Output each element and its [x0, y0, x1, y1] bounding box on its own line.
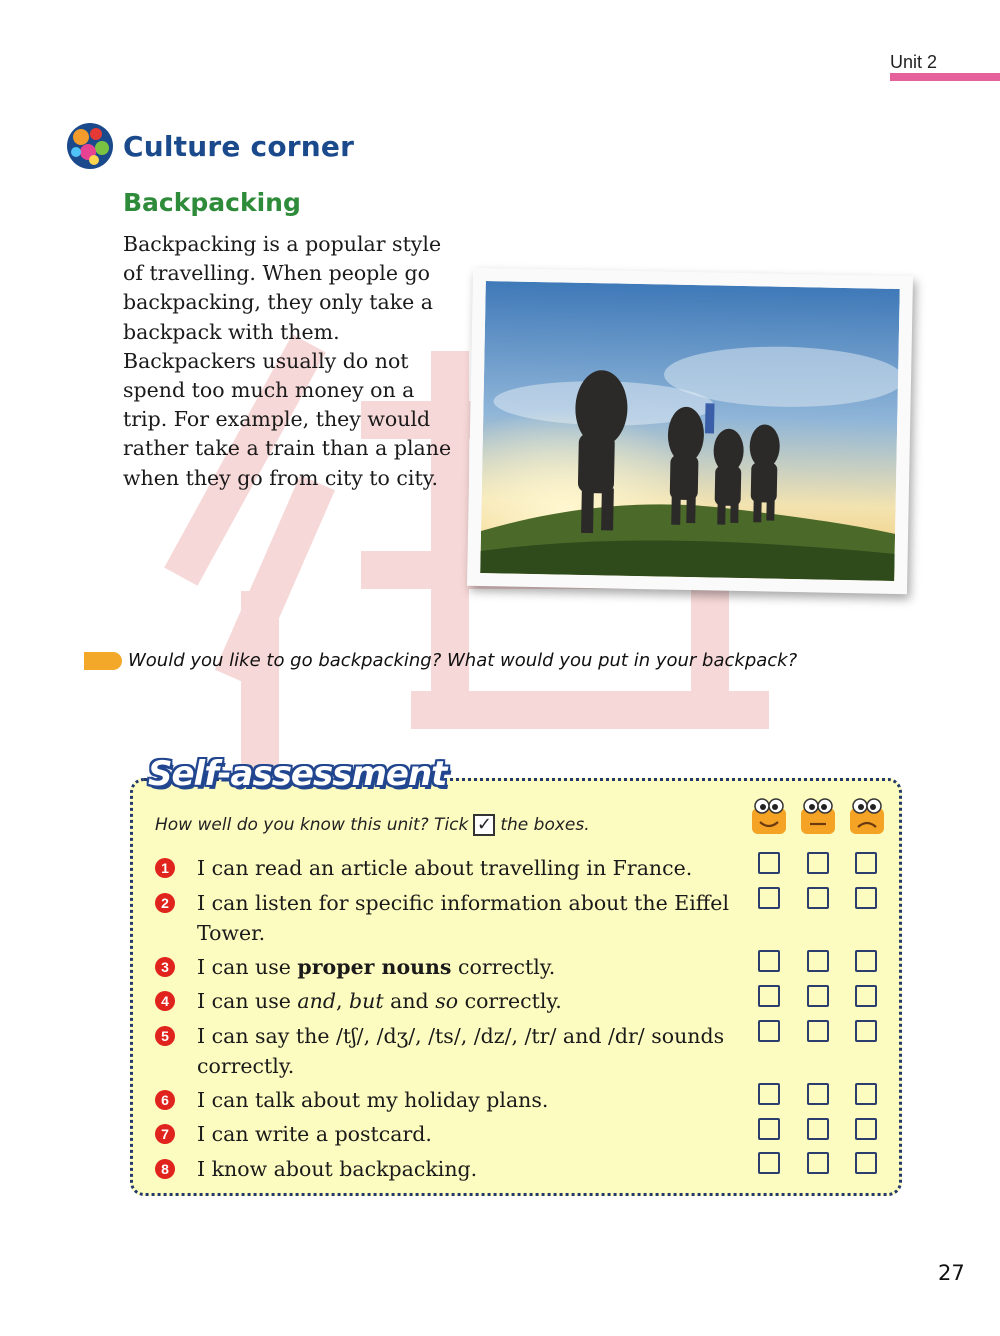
checkbox-item1-ok[interactable] [807, 852, 829, 874]
checkbox-item2-poor[interactable] [855, 887, 877, 909]
item-number: 8 [155, 1159, 175, 1179]
checkbox-item5-good[interactable] [758, 1020, 780, 1042]
checkbox-item7-poor[interactable] [855, 1118, 877, 1140]
self-assessment-title: Self-assessment [148, 754, 447, 794]
tick-example-icon: ✓ [473, 814, 495, 836]
checkbox-item4-poor[interactable] [855, 985, 877, 1007]
checkbox-item4-good[interactable] [758, 985, 780, 1007]
item-text: I can read an article about travelling in France. [197, 856, 693, 880]
checkbox-item3-poor[interactable] [855, 950, 877, 972]
page-number: 27 [938, 1261, 965, 1285]
article-body: Backpacking is a popular style of travelling. When people go backpacking, they only take a backpack with them. Backpackers usually do not spend too much money on a trip. For example, they would rather take a train than a plane when they go from city to city. [123, 232, 452, 490]
item-text-post: correctly. [458, 989, 562, 1013]
item-text-sep2: and [383, 989, 436, 1013]
section-title: Culture corner [123, 130, 355, 163]
item-text-but: but [349, 989, 384, 1013]
checkbox-item5-ok[interactable] [807, 1020, 829, 1042]
item-number: 6 [155, 1090, 175, 1110]
neutral-face-icon [799, 796, 837, 836]
item-number: 4 [155, 991, 175, 1011]
item-text-sep1: , [335, 989, 350, 1013]
item-number: 7 [155, 1124, 175, 1144]
checkbox-item8-poor[interactable] [855, 1152, 877, 1174]
self-assessment-instruction [155, 814, 590, 836]
checkbox-item7-good[interactable] [758, 1118, 780, 1140]
checkbox-item7-ok[interactable] [807, 1118, 829, 1140]
checkbox-item8-ok[interactable] [807, 1152, 829, 1174]
backpackers-photo [480, 281, 900, 581]
item-text-pre: I can use [197, 955, 298, 979]
item-text: I can talk about my holiday plans. [197, 1088, 549, 1112]
checkbox-item4-ok[interactable] [807, 985, 829, 1007]
instruction-text-before: How well do you know this unit? Tick [155, 815, 469, 835]
checkbox-item3-ok[interactable] [807, 950, 829, 972]
item-text: I can say the /tʃ/, /dʒ/, /ts/, /dz/, /tr/ and /dr/ sounds correctly. [197, 1024, 725, 1078]
checkbox-item6-good[interactable] [758, 1083, 780, 1105]
item-text [197, 952, 742, 982]
item-number: 3 [155, 957, 175, 977]
checkbox-item2-good[interactable] [758, 887, 780, 909]
unit-label: Unit 2 [890, 52, 938, 72]
culture-globe-icon [64, 122, 116, 170]
checkbox-item2-ok[interactable] [807, 887, 829, 909]
item-text [197, 986, 742, 1016]
checkbox-item8-good[interactable] [758, 1152, 780, 1174]
article-title: Backpacking [123, 188, 301, 217]
checkbox-item1-good[interactable] [758, 852, 780, 874]
happy-face-icon [750, 796, 788, 836]
item-text: I can write a postcard. [197, 1122, 432, 1146]
checkbox-item6-ok[interactable] [807, 1083, 829, 1105]
item-number: 2 [155, 893, 175, 913]
item-text-so: so [435, 989, 459, 1013]
item-text: I know about backpacking. [197, 1157, 478, 1181]
checkbox-item5-poor[interactable] [855, 1020, 877, 1042]
item-number: 5 [155, 1026, 175, 1046]
item-text-post: correctly. [451, 955, 556, 979]
unit-bar [890, 73, 1000, 81]
checkbox-item1-poor[interactable] [855, 852, 877, 874]
item-number: 1 [155, 858, 175, 878]
item-text-bold: proper nouns [297, 955, 452, 979]
instruction-text-after: the boxes. [500, 815, 590, 835]
sad-face-icon [848, 796, 886, 836]
item-text: I can listen for specific information about the Eiffel Tower. [197, 891, 729, 945]
backpacking-photo-frame [467, 268, 913, 594]
checkbox-item6-poor[interactable] [855, 1083, 877, 1105]
question-marker [84, 652, 122, 670]
checkbox-item3-good[interactable] [758, 950, 780, 972]
item-text-pre: I can use [197, 989, 298, 1013]
discussion-question: Would you like to go backpacking? What would you put in your backpack? [128, 650, 798, 671]
item-text-and: and [297, 989, 336, 1013]
